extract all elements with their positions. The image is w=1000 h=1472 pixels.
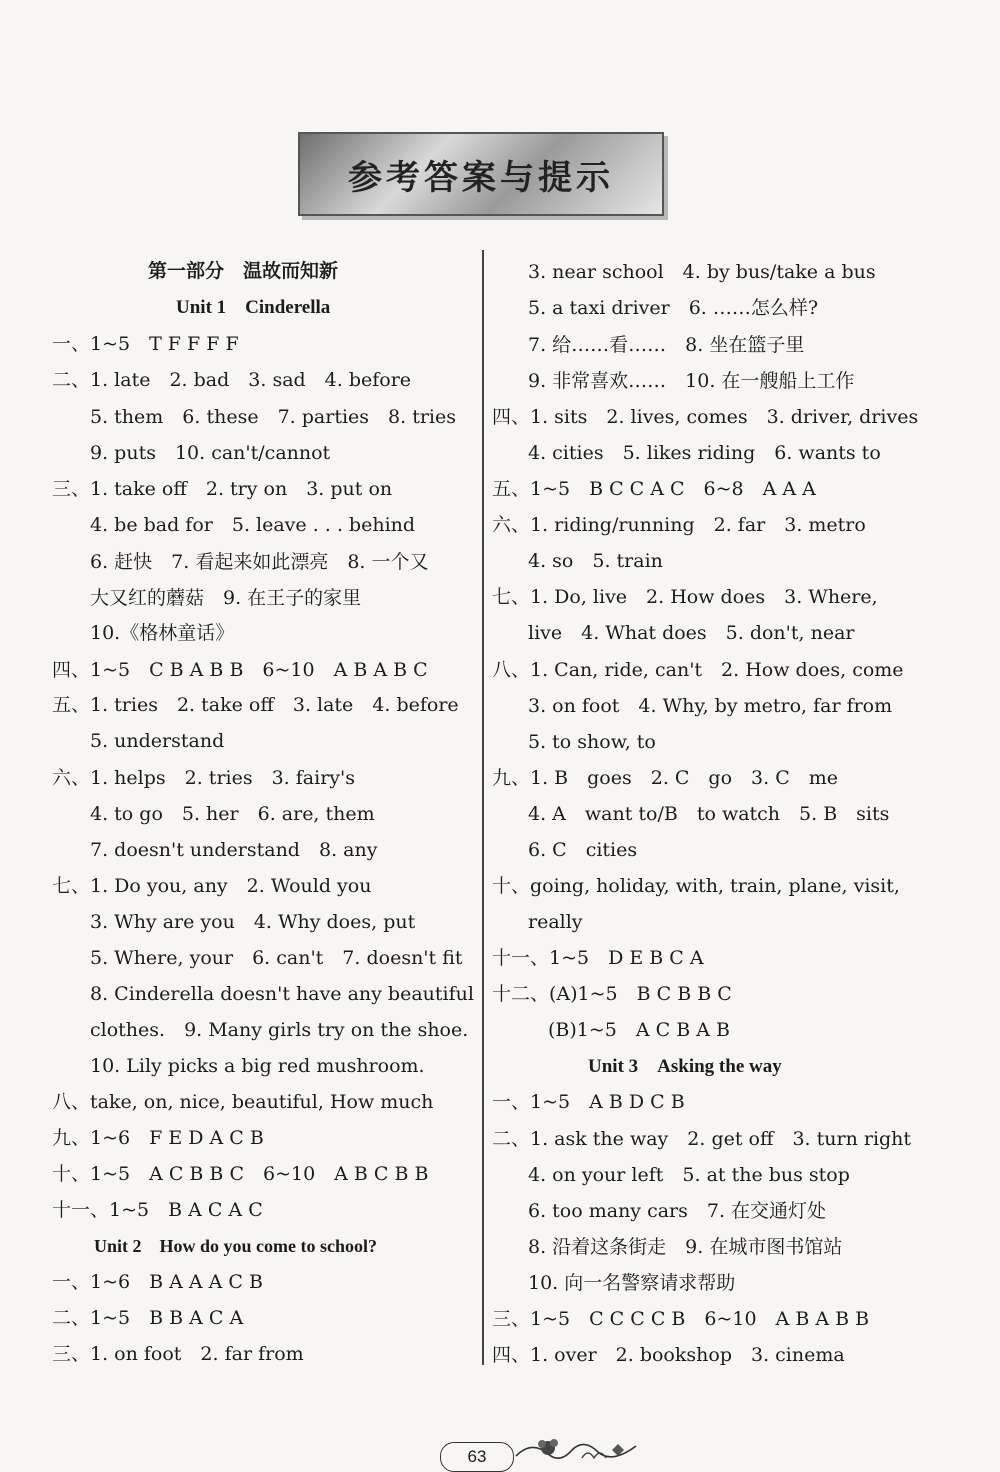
answer-line: 6. too many cars 7. 在交通灯处 — [528, 1200, 827, 1222]
answer-line: 一、1~5 T F F F F — [52, 333, 239, 355]
unit-heading: Unit 3 Asking the way — [588, 1056, 782, 1077]
answer-line: 3. Why are you 4. Why does, put — [90, 911, 416, 933]
answer-line: 四、1. over 2. bookshop 3. cinema — [492, 1344, 845, 1366]
answer-line: 八、1. Can, ride, can't 2. How does, come — [492, 659, 904, 681]
answer-line: 10.《格林童话》 — [90, 622, 235, 644]
answer-line: clothes. 9. Many girls try on the shoe. — [90, 1019, 469, 1041]
page-number: 63 — [440, 1442, 514, 1472]
answer-line: 十一、1~5 B A C A C — [52, 1199, 263, 1221]
answer-line: 三、1. take off 2. try on 3. put on — [52, 478, 393, 500]
answer-line: 七、1. Do, live 2. How does 3. Where, — [492, 586, 878, 608]
answer-line: 七、1. Do you, any 2. Would you — [52, 875, 372, 897]
answer-line: 5. a taxi driver 6. ……怎么样? — [528, 297, 819, 319]
answer-line: 六、1. helps 2. tries 3. fairy's — [52, 767, 355, 789]
answer-line: 六、1. riding/running 2. far 3. metro — [492, 514, 866, 536]
answer-line: 8. 沿着这条街走 9. 在城市图书馆站 — [528, 1236, 843, 1258]
answer-line: 二、1. late 2. bad 3. sad 4. before — [52, 369, 412, 391]
answer-line: 5. them 6. these 7. parties 8. tries — [90, 406, 456, 428]
floral-ornament-icon — [512, 1432, 642, 1468]
page-title-banner — [298, 132, 664, 216]
answer-line: really — [528, 911, 583, 933]
answer-line: 四、1. sits 2. lives, comes 3. driver, drives — [492, 406, 919, 428]
answer-line: 九、1~6 F E D A C B — [52, 1127, 264, 1149]
answer-line: 二、1~5 B B A C A — [52, 1307, 244, 1329]
answer-line: 九、1. B goes 2. C go 3. C me — [492, 767, 838, 789]
answer-line: 五、1~5 B C C A C 6~8 A A A — [492, 478, 816, 500]
answer-line: 三、1. on foot 2. far from — [52, 1343, 304, 1365]
answer-line: 5. understand — [90, 730, 225, 752]
answer-line: 十、going, holiday, with, train, plane, visit, — [492, 875, 900, 897]
answer-line: (B)1~5 A C B A B — [548, 1019, 730, 1041]
answer-line: 3. on foot 4. Why, by metro, far from — [528, 695, 893, 717]
answer-line: 十、1~5 A C B B C 6~10 A B C B B — [52, 1163, 429, 1185]
page-title: 参考答案与提示 — [348, 157, 614, 198]
answer-line: 大又红的蘑菇 9. 在王子的家里 — [90, 587, 362, 609]
answer-line: 八、take, on, nice, beautiful, How much — [52, 1091, 434, 1113]
unit-heading: Unit 1 Cinderella — [176, 297, 331, 318]
answer-line: 5. Where, your 6. can't 7. doesn't fit — [90, 947, 463, 969]
answer-line: 4. on your left 5. at the bus stop — [528, 1164, 850, 1186]
answer-line: 7. 给……看…… 8. 坐在篮子里 — [528, 334, 805, 356]
column-divider — [482, 250, 484, 1365]
answer-line: 一、1~5 A B D C B — [492, 1091, 685, 1113]
section-heading: 第一部分 温故而知新 — [148, 261, 339, 282]
answer-line: 6. 赶快 7. 看起来如此漂亮 8. 一个又 — [90, 551, 429, 573]
answer-line: 9. puts 10. can't/cannot — [90, 442, 331, 464]
answer-line: 一、1~6 B A A A C B — [52, 1271, 263, 1293]
answer-line: 二、1. ask the way 2. get off 3. turn right — [492, 1128, 912, 1150]
answer-line: 10. 向一名警察请求帮助 — [528, 1272, 736, 1294]
answer-line: 9. 非常喜欢…… 10. 在一艘船上工作 — [528, 370, 855, 392]
answer-line: 4. to go 5. her 6. are, them — [90, 803, 375, 825]
answer-line: 4. be bad for 5. leave . . . behind — [90, 514, 416, 536]
answer-line: 3. near school 4. by bus/take a bus — [528, 261, 876, 283]
answer-line: 5. to show, to — [528, 731, 656, 753]
answer-line: 三、1~5 C C C C B 6~10 A B A B B — [492, 1308, 870, 1330]
answer-line: 十二、(A)1~5 B C B B C — [492, 983, 732, 1005]
answer-line: 7. doesn't understand 8. any — [90, 839, 378, 861]
answer-line: live 4. What does 5. don't, near — [528, 622, 855, 644]
answer-line: 4. A want to/B to watch 5. B sits — [528, 803, 890, 825]
answer-line: 10. Lily picks a big red mushroom. — [90, 1055, 425, 1077]
answer-line: 五、1. tries 2. take off 3. late 4. before — [52, 694, 459, 716]
answer-line: 四、1~5 C B A B B 6~10 A B A B C — [52, 659, 428, 681]
answer-line: 十一、1~5 D E B C A — [492, 947, 704, 969]
unit-heading: Unit 2 How do you come to school? — [94, 1236, 377, 1256]
answer-line: 4. so 5. train — [528, 550, 663, 572]
answer-line: 6. C cities — [528, 839, 638, 861]
answer-line: 4. cities 5. likes riding 6. wants to — [528, 442, 881, 464]
answer-line: 8. Cinderella doesn't have any beautiful — [90, 983, 474, 1005]
